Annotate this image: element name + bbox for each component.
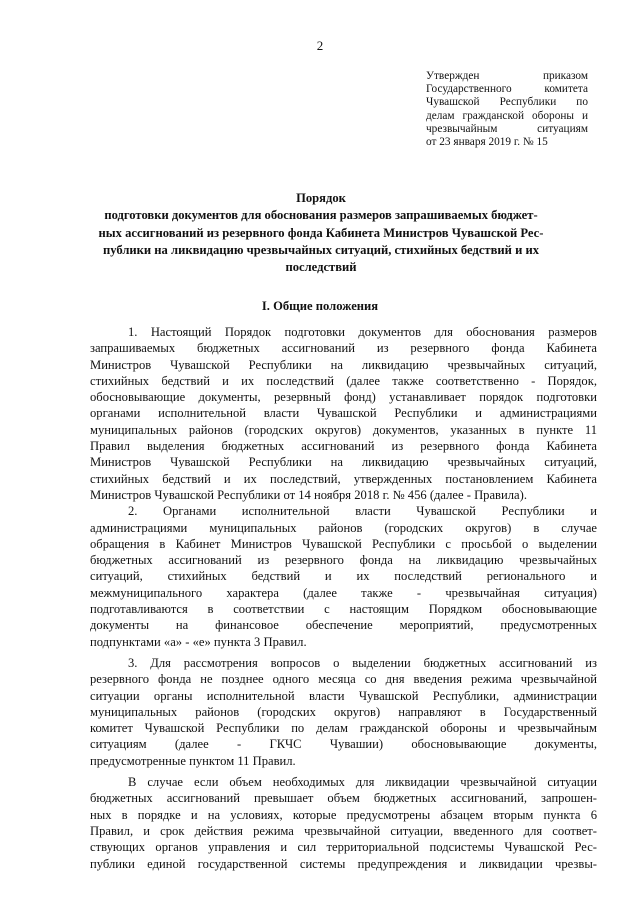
paragraph-4 — [90, 774, 597, 872]
text-line: администрациями муниципальных районов (городских округов) в случае — [90, 520, 597, 535]
text-line: Правил, и срок действия режима чрезвычайной ситуации, введенного для соответ- — [90, 823, 597, 838]
text-line: 2. Органами исполнительной власти Чувашской Республики и — [128, 504, 597, 519]
text-line: обосновывающие документы, резервный фонд) устанавливает порядок подготовки — [90, 390, 597, 405]
text-line: ситуаций, стихийных бедствий и их последствий регионального и — [90, 569, 597, 584]
text-line: В случае если объем необходимых для ликвидации чрезвычайной ситуации — [128, 775, 597, 790]
text-line: 1. Настоящий Порядок подготовки документов для обоснования размеров — [128, 325, 597, 339]
approval-line: от 23 января 2019 г. № 15 — [426, 136, 548, 149]
text-line: Министров Чувашской Республики на ликвидацию чрезвычайных ситуаций, — [90, 357, 597, 372]
text-line: ствующих органов управления и сил территориальной подсистемы Чувашской Рес- — [90, 840, 597, 855]
text-line: бюджетных ассигнований превышает объем бюджетных ассигнований, запрошен- — [90, 791, 597, 806]
title-line: подготовки документов для обоснования размеров запрашиваемых бюджет- — [104, 208, 538, 223]
approval-line: Государственного комитета — [426, 83, 588, 96]
page-number: 2 — [316, 38, 324, 53]
text-line: ситуациям (далее - ГКЧС Чувашии) обосновывающие документы, — [90, 737, 597, 752]
text-line: стихийных бедствий и их последствий (далее также соответственно - Порядок, — [90, 373, 597, 388]
text-line: 3. Для рассмотрения вопросов о выделении бюджетных ассигнований из — [128, 655, 597, 670]
text-line: подготавливаются в соответствии с настоящим Порядком обосновывающие — [90, 602, 597, 617]
text-line: муниципальных районов (городских округов) направляют в Государственный — [90, 704, 597, 719]
text-line: комитет Чувашской Республики по делам гражданской обороны и чрезвычайным — [90, 721, 597, 736]
paragraph-2 — [90, 503, 597, 650]
text-line: обращения в Кабинет Министров Чувашской Республики с просьбой о выделении — [90, 536, 597, 551]
text-line: межмуниципального характера (далее также - чрезвычайная ситуация) — [90, 585, 597, 600]
text-line: ситуации органы исполнительной власти Чувашской Республики, администрации — [90, 688, 597, 703]
paragraph-1 — [90, 324, 597, 503]
text-line: муниципальных районов (городских округов) документов, указанных в пункте 11 — [90, 422, 597, 437]
text-line: органами исполнительной власти Чувашской Республики и администрациями — [90, 406, 597, 421]
text-line: запрашиваемых бюджетных ассигнований из резервного фонда Кабинета — [90, 341, 597, 356]
title-line: публики на ликвидацию чрезвычайных ситуаций, стихийных бедствий и их — [102, 242, 540, 257]
title-line: ных ассигнований из резервного фонда Кабинета Министров Чувашской Рес- — [98, 225, 544, 240]
text-line: резервного фонда не позднее одного месяца со дня введения режима чрезвычайной — [90, 672, 597, 687]
text-line: публики единой государственной системы предупреждения и ликвидации чрезвы- — [90, 856, 597, 871]
approval-stamp — [426, 70, 588, 149]
text-line: Министров Чувашской Республики от 14 ноября 2018 г. № 456 (далее - Правила). — [90, 487, 527, 502]
section-heading: I. Общие положения — [261, 299, 379, 313]
title-line: Порядок — [296, 191, 346, 205]
text-line: ных в порядке и на условиях, которые предусмотрены абзацем вторым пункта 6 — [90, 807, 597, 822]
body-text — [90, 324, 597, 872]
approval-line: чрезвычайным ситуациям — [426, 122, 588, 135]
approval-line: Утвержден приказом — [426, 70, 588, 82]
paragraph-3 — [90, 655, 597, 769]
approval-line: Чувашской Республики по — [426, 96, 588, 109]
document-title — [96, 190, 546, 276]
text-line: стихийных бедствий и их последствий, утвержденных постановлением Кабинета — [90, 471, 597, 486]
text-line: Правил выделения бюджетных ассигнований из резервного фонда Кабинета — [90, 439, 597, 454]
text-line: подпунктами «а» - «е» пункта 3 Правил. — [90, 634, 307, 649]
text-line: документы на финансовое обеспечение мероприятий, предусмотренных — [90, 618, 597, 633]
text-line: предусмотренные пунктом 11 Правил. — [90, 753, 296, 768]
title-line: последствий — [285, 260, 357, 275]
approval-line: делам гражданской обороны и — [426, 109, 588, 122]
text-line: Министров Чувашской Республики на ликвидацию чрезвычайных ситуаций, — [90, 455, 597, 470]
text-line: бюджетных ассигнований из резервного фонда на ликвидацию чрезвычайных — [90, 553, 597, 568]
